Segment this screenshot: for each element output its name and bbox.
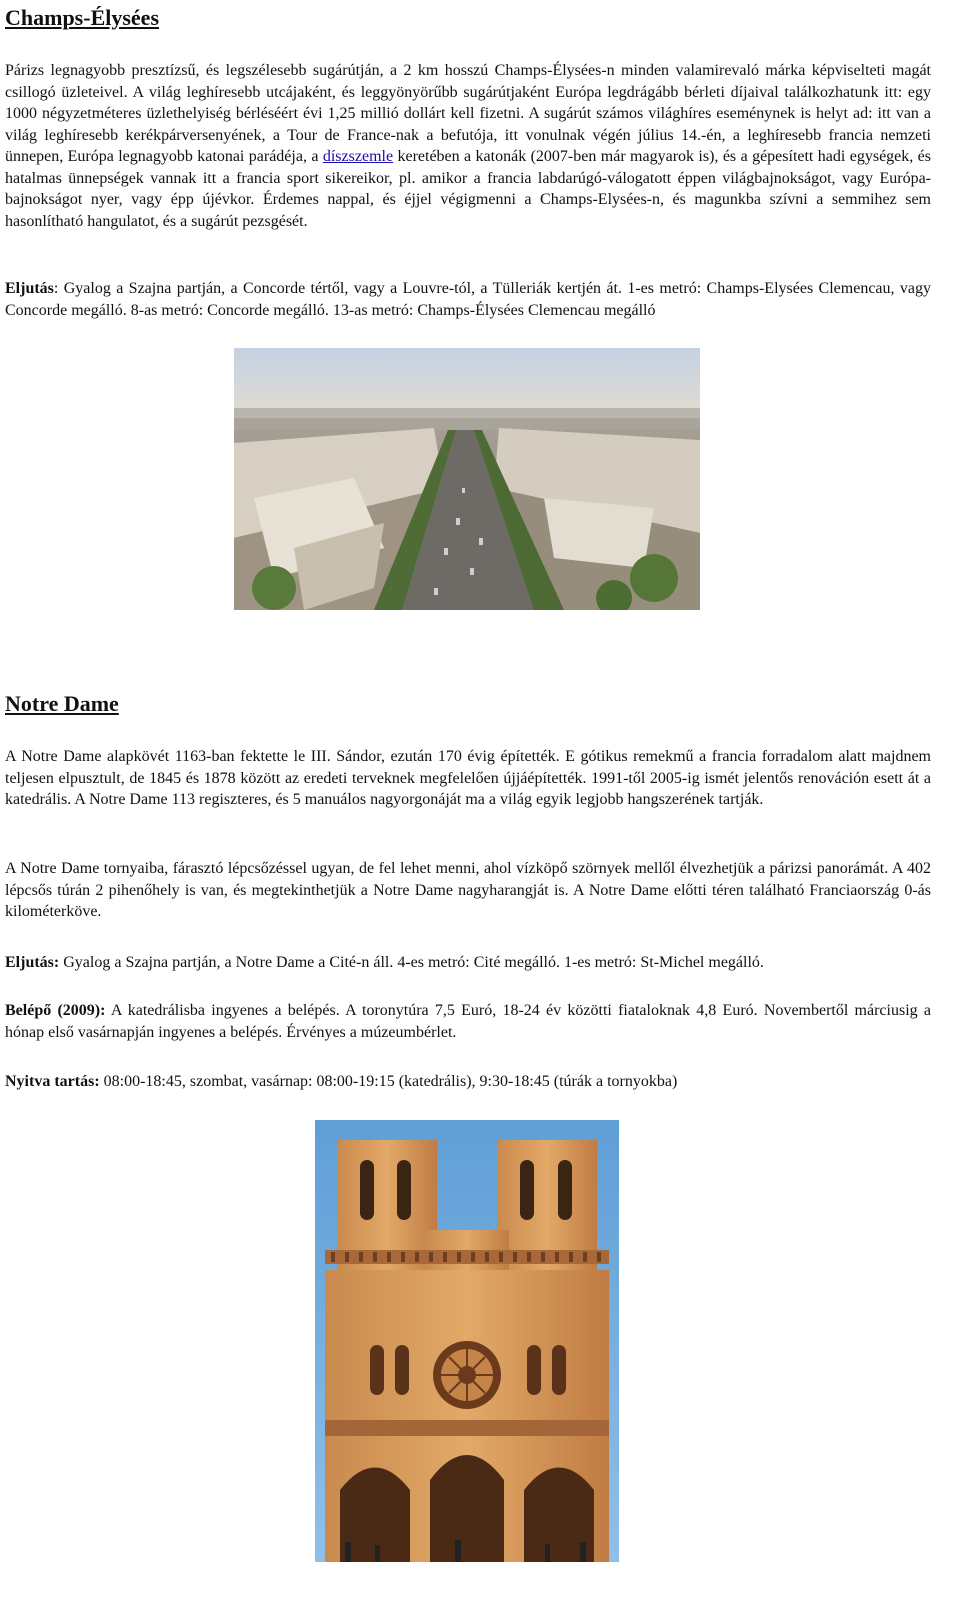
notre-dame-paragraph-2: A Notre Dame tornyaiba, fárasztó lépcsőzéssel ugyan, de fel lehet menni, ahol vízköpő szörnyek mellől élvezhetjük a párizsi panorámát. A 402 lépcsős túrán 2 pihenőhely is van, és megtekinthetjük a Notre Dame nagyharangját is. A Notre Dame előtti téren található Franciaország 0-ás kilométerköve. — [5, 860, 931, 920]
champs-elysees-access — [5, 278, 931, 321]
notre-dame-hours — [5, 1071, 931, 1093]
access-text: : Gyalog a Szajna partján, a Concorde tértől, vagy a Louvre-tól, a Tülleriák kertjén át. 1-es metró: Champs-Elysées Clemencau, vagy Concorde megálló. 8-as metró: Concorde megálló. 13-as metró: Champs-Élysées Clemencau megálló — [5, 280, 931, 319]
champs-elysees-heading: Champs-Élysées — [5, 5, 160, 30]
diszszemle-link[interactable]: díszszemle — [322, 148, 394, 165]
hours-text: 08:00-18:45, szombat, vasárnap: 08:00-19:15 (katedrális), 9:30-18:45 (túrák a tornyokba) — [99, 1073, 678, 1090]
notre-dame-access-text: Gyalog a Szajna partján, a Notre Dame a Cité-n áll. 4-es metró: Cité megálló. 1-es metró: St-Michel megálló. — [59, 954, 764, 971]
notre-dame-photo — [315, 1120, 619, 1562]
champs-elysees-text-part2: keretében a katonák (2007-ben már magyarok is), és a gépesített hadi egységek, és hatalmas ünnepségek vannak itt a francia sport sikereikor, pl. amikor a francia labdarúgó-válogatott éppen világbajnokságot, vagy Európa-bajnokságot nyer, vagy épp újévkor. Érdemes nappal, és éjjel végigmenni a Champs-Elysées-n, és magunkba szívni a semmihez sem hasonlítható hangulatot, és a sugárút pezsgését. — [5, 148, 931, 230]
notre-dame-entry — [5, 1000, 931, 1043]
champs-elysees-paragraph — [5, 60, 931, 232]
entry-label: Belépő (2009): — [5, 1002, 106, 1019]
champs-elysees-aerial-image — [234, 348, 700, 610]
access-label: Eljutás — [5, 280, 54, 297]
hours-label: Nyitva tartás: — [5, 1073, 100, 1090]
notre-dame-access — [5, 952, 931, 974]
notre-dame-paragraph-1: A Notre Dame alapkövét 1163-ban fektette le III. Sándor, ezután 170 évig építették. E gótikus remekmű a francia forradalom alatt majdnem teljesen elpusztult, de 1845 és 1878 között az eredeti terveknek megfelelően újjáépítették. 1991-től 2005-ig ismét jelentős renováción esett át a katedrális. A Notre Dame 113 regiszteres, és 5 manuálos nagyorgonáját ma a világ egyik legjobb hangszerének tartják. — [5, 748, 931, 808]
notre-dame-heading: Notre Dame — [5, 691, 119, 716]
champs-elysees-photo — [234, 348, 700, 610]
notre-dame-facade-image — [315, 1120, 619, 1562]
champs-elysees-text-part1: Párizs legnagyobb presztízsű, és legszélesebb sugárútján, a 2 km hosszú Champs-Élysées-n minden valamirevaló márka képviselteti magát csillogó üzleteivel. A világ leghíresebb utcájaként, és leggyönyörűbb sugárútjaként Európa legdrágább bérleti díjaival találkozhatunk itt: egy 1000 négyzetméteres üzlethelyiség bérléséért évi 1,25 millió dollárt kell fizetni. A sugárút számos világhíres eseménynek is helyt ad: itt van a világ leghíresebb kerékpárversenyének, a Tour de France-nak a befutója, itt vonulnak végén július 14.-én, a leghíresebb francia nemzeti ünnepen, Európa legnagyobb katonai parádéja, a — [5, 62, 931, 165]
entry-text: A katedrálisba ingyenes a belépés. A toronytúra 7,5 Euró, 18-24 év közötti fiataloknak 4,8 Euró. Novembertől márciusig a hónap első vasárnapján ingyenes a belépés. Érvényes a múzeumbérlet. — [5, 1002, 931, 1041]
notre-dame-access-label: Eljutás: — [5, 954, 60, 971]
